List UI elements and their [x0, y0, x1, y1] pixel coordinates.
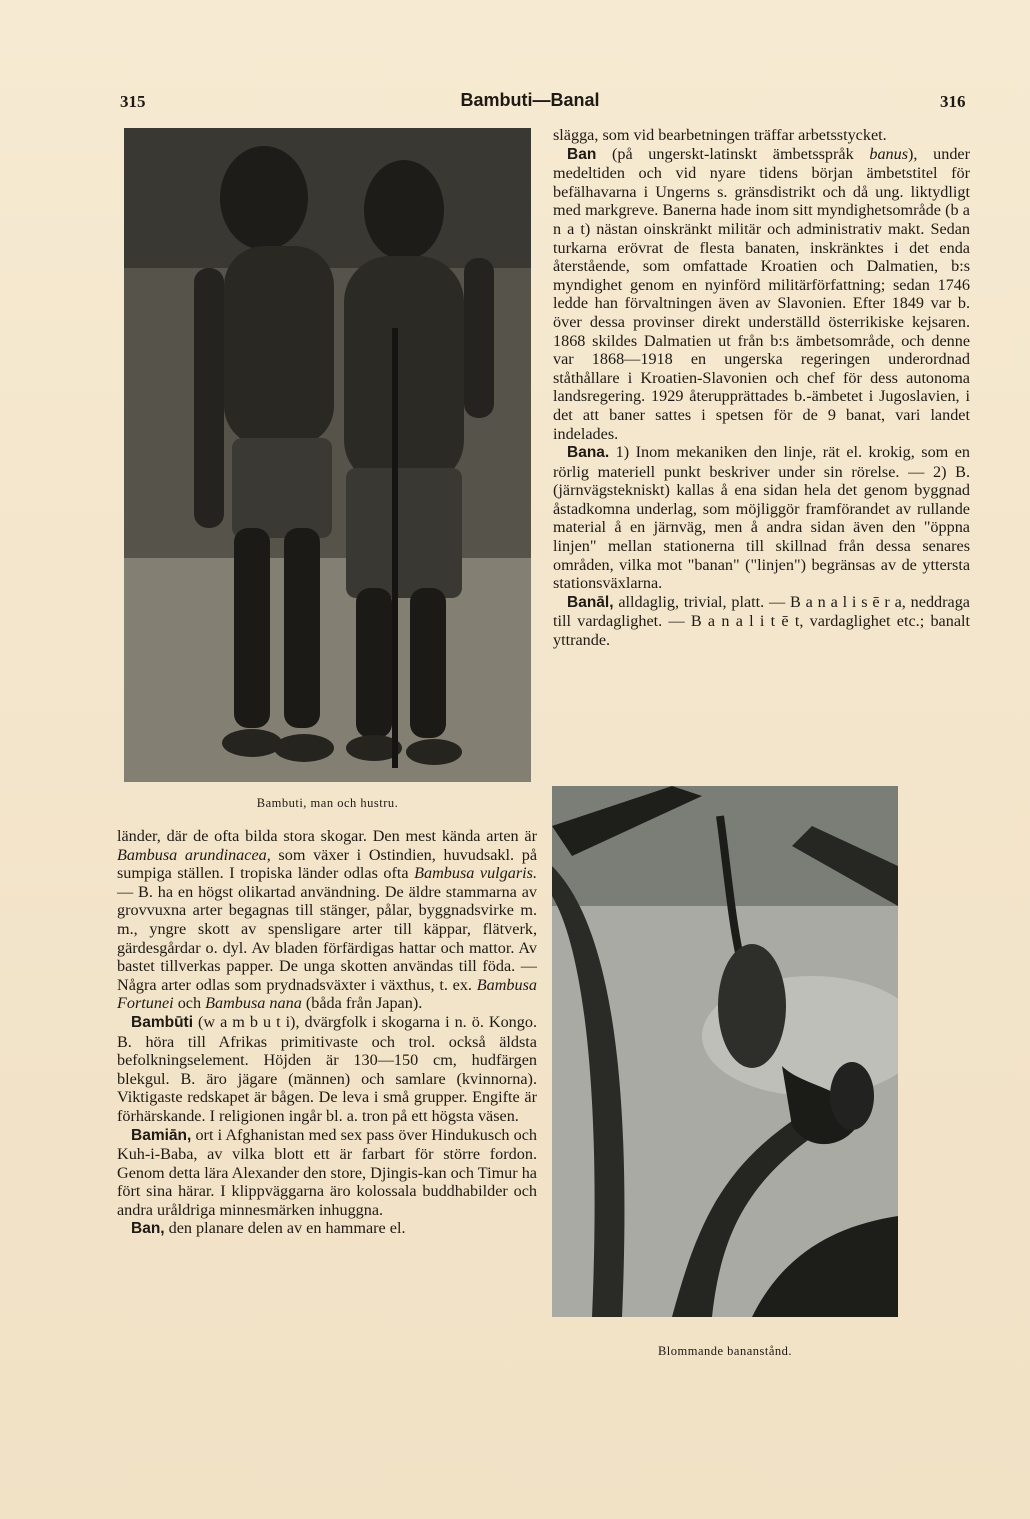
text-run: som växer i Ostindien, huvudsakl. på sumpiga ställen. I tropiska länder odlas ofta — [117, 845, 537, 883]
paragraph-bambu-continued — [117, 827, 537, 1013]
entry-text: ort i Afghanistan med sex pass över Hindukusch och Kuh-i-Baba, av vilka blott ett är farbart för större fordon. Genom detta lära Alexander den store, Djingis-kan och Timur ha fört sina härar. I klippväggarna äro kolossala buddhabilder och andra uråldriga minnesmärken inhuggna. — [117, 1125, 537, 1219]
entry-ban — [553, 145, 970, 444]
running-head: Bambuti—Banal — [460, 90, 600, 110]
entry-text: (w a m b u t i), dvärgfolk i skogarna i n. ö. Kongo. B. höra till Afrikas primitivaste och trol. också äldsta befolkningselement. Höjden är 130—150 cm, hudfärgen blekgul. B. äro jägare (männen) och samlare (kvinnorna). Viktigaste redskapet är bågen. De leva i små grupper. Engifte är förhärskande. I religionen ingår bl. a. tron på ett högsta väsen. — [117, 1012, 537, 1125]
text-run: och — [173, 994, 206, 1013]
couple-photo-illustration — [124, 128, 531, 782]
entry-text: den planare delen av en hammare el. — [164, 1219, 406, 1238]
page-number-left: 315 — [120, 92, 146, 111]
entry-text: 1) Inom mekaniken den linje, rät el. krokig, som en rörlig materiell punkt beskriver under sin rörelse. — 2) B. (järnvägstekniskt) kallas å ena sidan hela det genom byggnad åstadkomna underlag, som möjliggör framförandet av rullande material å en järnväg, men å andra sidan även den "öppna linjen" mellan stationerna till skillnad från dessa senares områden, vilka mot "banan" ("linjen") begränsas av de yttersta stationsväxlarna. — [553, 443, 970, 593]
caption-banana-plant: Blommande bananstånd. — [657, 1344, 793, 1358]
headword-bamian: Bamiān, — [131, 1126, 192, 1144]
species-name: Bambusa arundinacea, — [117, 845, 271, 864]
headword-bana: Bana. — [567, 444, 610, 462]
species-name: Bambusa vulgaris. — [414, 864, 538, 883]
headword-bambuti: Bambūti — [131, 1013, 193, 1031]
entry-bamian — [117, 1126, 537, 1220]
headword-ban: Ban, — [131, 1220, 165, 1238]
entry-banal — [553, 593, 970, 650]
entry-bambuti — [117, 1013, 537, 1126]
headword-ban-title: Ban — [567, 145, 597, 163]
banana-photo-illustration — [552, 786, 898, 1317]
species-name: Bambusa Fortunei — [117, 975, 537, 1013]
entry-bana — [553, 443, 970, 593]
text-column-right — [553, 126, 970, 650]
caption-bambuti-couple: Bambuti, man och hustru. — [256, 796, 399, 810]
species-name: Bambusa nana — [205, 994, 302, 1013]
text-run: — B. ha en högst olikartad användning. De äldre stammarna av grovvuxna arter begagnas till stänger, pålar, byggnadsvirke m. m., yngre skott av spensligare arter till käppar, flätverk, gärdesgårdar o. dyl. Av bladen förfärdigas hattar och mattor. Av bastet tillverkas papper. De unga skotten användas till föda. — Några arter odlas som prydnadsväxter i växthus, t. ex. — [117, 882, 537, 994]
headword-banal: Banāl, — [567, 593, 614, 611]
entry-text: alldaglig, trivial, platt. — B a n a l i s ē r a, neddraga till vardaglighet. — B a n a l i t ē t, vardaglighet etc.; banalt yttrande. — [553, 592, 970, 650]
text-run: (båda från Japan). — [301, 994, 423, 1013]
latin-term: banus — [869, 144, 909, 163]
page-number-right: 316 — [940, 92, 966, 111]
text-run: länder, där de ofta bilda stora skogar. Den mest kända arten är — [117, 827, 537, 845]
photo-bambuti-couple — [124, 128, 531, 782]
entry-text: (på ungerskt-latinskt ämbetsspråk — [596, 144, 870, 163]
paragraph-ban-continued: slägga, som vid bearbetningen träffar arbetsstycket. — [553, 126, 887, 144]
entry-ban-hammer — [117, 1219, 537, 1239]
photo-banana-plant — [552, 786, 898, 1317]
text-column-left — [117, 827, 537, 1239]
entry-text: ), under medeltiden och vid nyare tidens början ämbetstitel för befälhavarna i Ungerns s. gränsdistrikt och då ung. liktydligt med markgreve. Banerna hade inom sitt myndighetsområde (b a n a t) nästan oinskränkt militär och administrativ makt. Sedan turkarna erövrat de flesta banaten, inskränktes i det enda återstående, som omfattade Kroatien och Dalmatien, b:s myndighet genom en nyinförd militärförfattning; sedan 1746 ledde han förvaltningen även av Slavonien. Efter 1849 var b. över dessa provinser direkt underställd österrikiske kejsaren. 1868 skildes Dalmatien ut från b:s ämbetsområde, och denne var 1868—1918 en ungerska regeringen underordnad ståthållare i Kroatien-Slavonien och chef för dess autonoma landsregering. 1929 återupprättades b.-ämbetet i Jugoslavien, i det att baner sattes i spetsen för de 9 banat, vari landet indelades. — [553, 144, 970, 443]
